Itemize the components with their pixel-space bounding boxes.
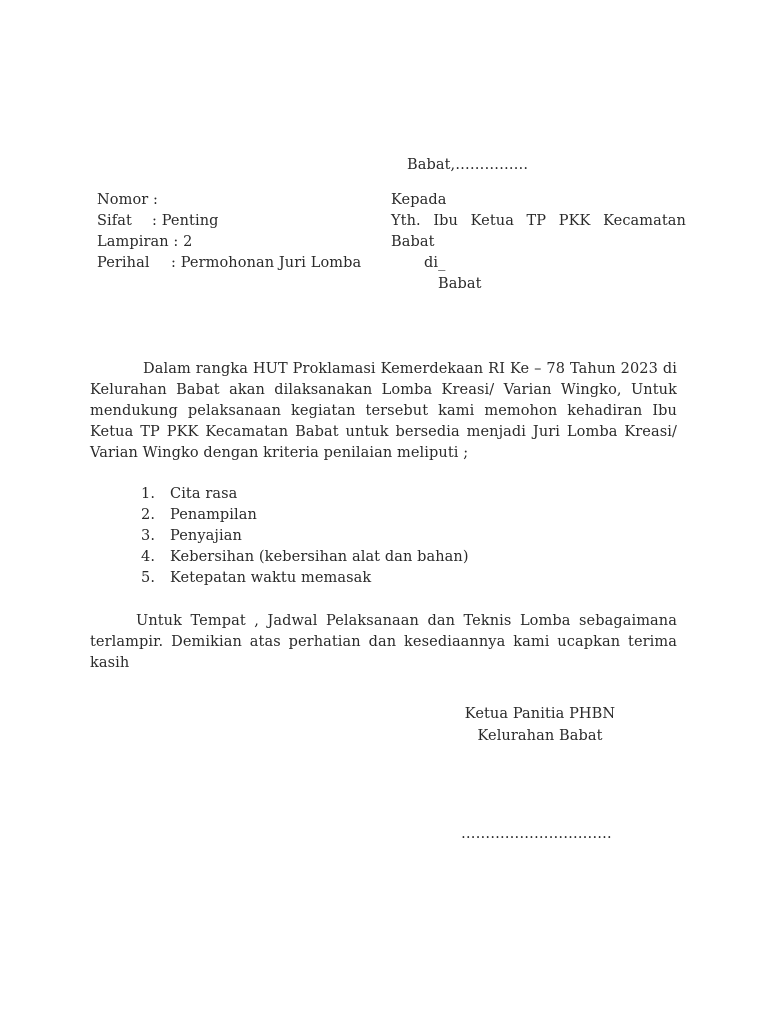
meta-lampiran: Lampiran : 2 <box>97 234 193 250</box>
signature-name-placeholder: …………………………. <box>461 826 612 842</box>
signature-title-2: Kelurahan Babat <box>477 728 603 744</box>
recipient-line1-wrap <box>391 213 686 229</box>
list-item <box>141 568 469 589</box>
meta-sifat: Sifat : Penting <box>97 213 219 229</box>
list-item <box>141 505 469 526</box>
paragraph2-line2: terlampir. Demikian atas perhatian dan kesediaannya kami ucapkan terima <box>90 634 677 650</box>
paragraph1-line3: mendukung pelaksanaan kegiatan tersebut kami memohon kehadiran Ibu <box>90 403 677 419</box>
paragraph1-line1: Dalam rangka HUT Proklamasi Kemerdekaan RI Ke – 78 Tahun 2023 di <box>143 361 677 377</box>
recipient-kepada: Kepada <box>391 192 447 208</box>
nomor-label: Nomor <box>97 192 149 208</box>
paragraph1-line4: Ketua TP PKK Kecamatan Babat untuk bersedia menjadi Juri Lomba Kreasi/ <box>90 424 677 440</box>
list-item-number: 5. <box>141 570 156 586</box>
body-paragraph-2 <box>90 611 677 674</box>
list-item-number: 2. <box>141 507 156 523</box>
recipient-city: Babat <box>438 276 482 292</box>
paragraph1-line5: Varian Wingko dengan kriteria penilaian meliputi ; <box>90 445 469 461</box>
paragraph2-line3: kasih <box>90 655 130 671</box>
list-item <box>141 547 469 568</box>
body-paragraph-1 <box>90 359 677 464</box>
lampiran-value: 2 <box>183 234 193 250</box>
meta-nomor: Nomor : <box>97 192 159 208</box>
paragraph1-line2: Kelurahan Babat akan dilaksanakan Lomba Kreasi/ Varian Wingko, Untuk <box>90 382 677 398</box>
perihal-label: Perihal <box>97 255 150 271</box>
lampiran-label: Lampiran <box>97 234 169 250</box>
list-item-text: Kebersihan (kebersihan alat dan bahan) <box>170 549 469 565</box>
list-item <box>141 484 469 505</box>
perihal-value: Permohonan Juri Lomba <box>180 255 362 271</box>
list-item-number: 3. <box>141 528 156 544</box>
criteria-list <box>141 484 469 589</box>
recipient-di: di_ <box>424 255 446 271</box>
list-item <box>141 526 469 547</box>
sifat-label: Sifat <box>97 213 132 229</box>
list-item-text: Penyajian <box>170 528 242 544</box>
signature-title-1: Ketua Panitia PHBN <box>464 706 616 722</box>
sifat-value: Penting <box>161 213 219 229</box>
list-item-text: Ketepatan waktu memasak <box>170 570 372 586</box>
list-item-text: Cita rasa <box>170 486 238 502</box>
recipient-line2: Babat <box>391 234 435 250</box>
paragraph2-line1: Untuk Tempat , Jadwal Pelaksanaan dan Teknis Lomba sebagaimana <box>136 613 677 629</box>
meta-perihal: Perihal : Permohonan Juri Lomba <box>97 255 362 271</box>
place-date: Babat,…………… <box>407 157 529 173</box>
list-item-number: 1. <box>141 486 156 502</box>
recipient-line1: Yth. Ibu Ketua TP PKK Kecamatan <box>391 213 686 229</box>
list-item-number: 4. <box>141 549 156 565</box>
list-item-text: Penampilan <box>170 507 257 523</box>
